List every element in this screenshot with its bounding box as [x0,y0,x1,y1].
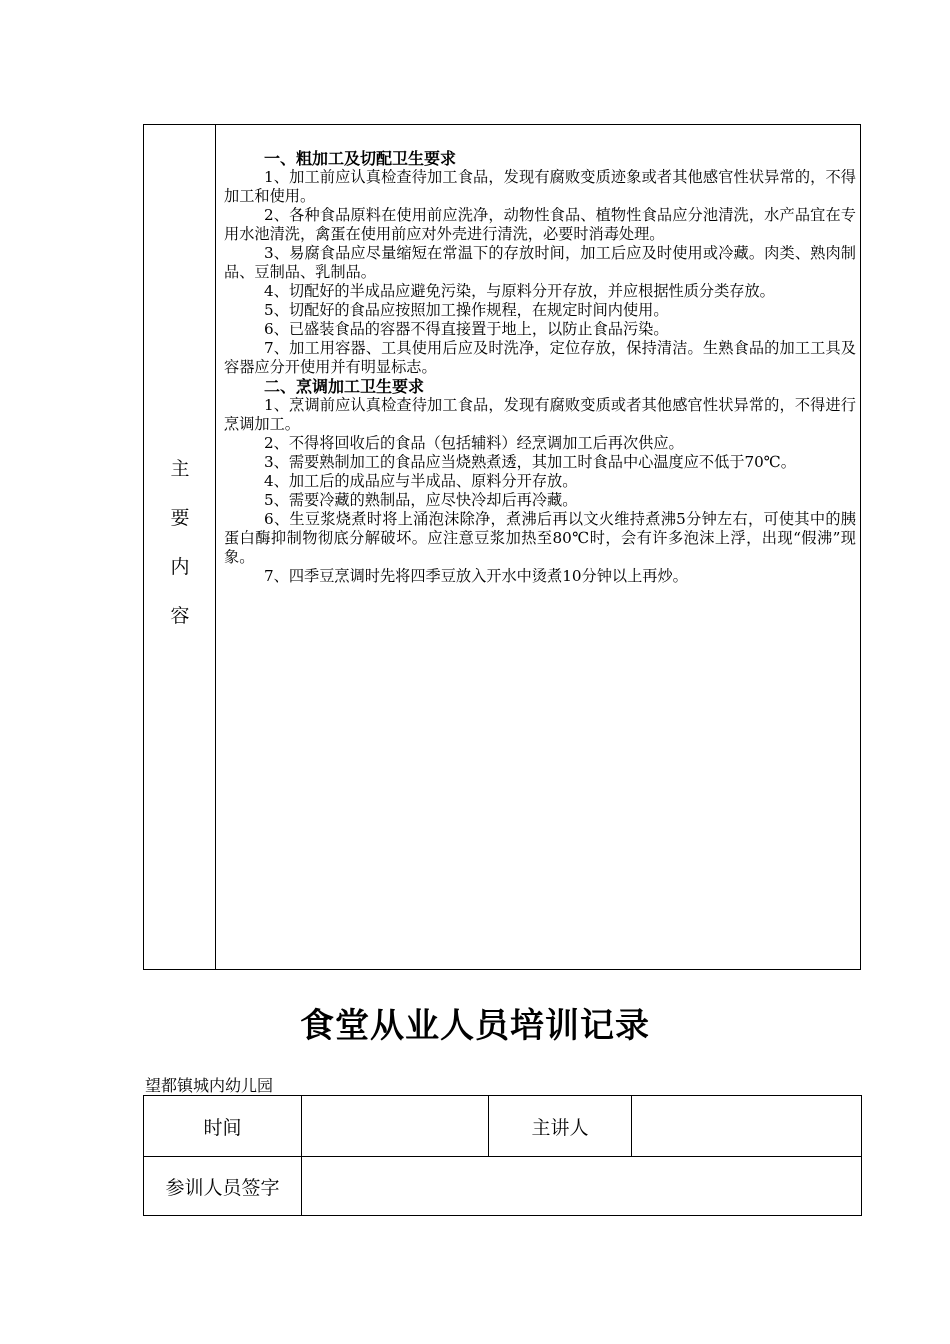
section-item: 7、四季豆烹调时先将四季豆放入开水中烫煮10分钟以上再炒。 [264,567,688,585]
section-item: 6、已盛装食品的容器不得直接置于地上，以防止食品污染。 [264,320,669,338]
signature-field[interactable] [302,1157,862,1216]
label-char: 要 [170,507,190,529]
section-item: 3、易腐食品应尽量缩短在常温下的存放时间，加工后应及时使用或冷藏。肉类、熟肉制品、豆制品、乳制品。 [224,244,856,281]
speaker-label: 主讲人 [489,1096,632,1157]
section-item: 6、生豆浆烧煮时将上涌泡沫除净，煮沸后再以文火维持煮沸5分钟左右，可使其中的胰蛋白酶抑制物彻底分解破坏。应注意豆浆加热至80℃时，会有许多泡沫上浮，出现“假沸”现象。 [224,510,856,566]
form-row [144,1157,862,1216]
label-char: 主 [170,458,190,480]
time-field[interactable] [302,1096,489,1157]
section-heading: 二、烹调加工卫生要求 [264,377,425,396]
section-item: 1、加工前应认真检查待加工食品，发现有腐败变质迹象或者其他感官性状异常的，不得加工和使用。 [224,168,856,205]
training-form-table [143,1095,862,1216]
section-item: 5、需要冷藏的熟制品，应尽快冷却后再冷藏。 [264,491,578,509]
content-table [143,124,861,970]
time-label: 时间 [144,1096,302,1157]
signature-label: 参训人员签字 [144,1157,302,1216]
label-char: 内 [170,556,190,578]
document-title: 食堂从业人员培训记录 [300,1006,650,1046]
section-item: 7、加工用容器、工具使用后应及时洗净，定位存放，保持清洁。生熟食品的加工工具及容器应分开使用并有明显标志。 [224,339,856,376]
section-item: 3、需要熟制加工的食品应当烧熟煮透，其加工时食品中心温度应不低于70℃。 [264,453,796,471]
label-char: 容 [170,605,190,627]
section-item: 4、加工后的成品应与半成品、原料分开存放。 [264,472,578,490]
speaker-field[interactable] [632,1096,862,1157]
section-item: 2、不得将回收后的食品（包括辅料）经烹调加工后再次供应。 [264,434,684,452]
form-row [144,1096,862,1157]
section-item: 4、切配好的半成品应避免污染，与原料分开存放，并应根据性质分类存放。 [264,282,775,300]
section-heading: 一、粗加工及切配卫生要求 [264,149,457,168]
organization-name: 望都镇城内幼儿园 [145,1076,274,1095]
section-item: 1、烹调前应认真检查待加工食品，发现有腐败变质或者其他感官性状异常的，不得进行烹调加工。 [224,396,856,433]
label-column [144,125,216,969]
main-content-label [144,445,216,641]
section-item: 5、切配好的食品应按照加工操作规程，在规定时间内使用。 [264,301,669,319]
content-text [224,149,856,586]
section-item: 2、各种食品原料在使用前应洗净，动物性食品、植物性食品应分池清洗，水产品宜在专用水池清洗，禽蛋在使用前应对外壳进行清洗，必要时消毒处理。 [224,206,856,243]
